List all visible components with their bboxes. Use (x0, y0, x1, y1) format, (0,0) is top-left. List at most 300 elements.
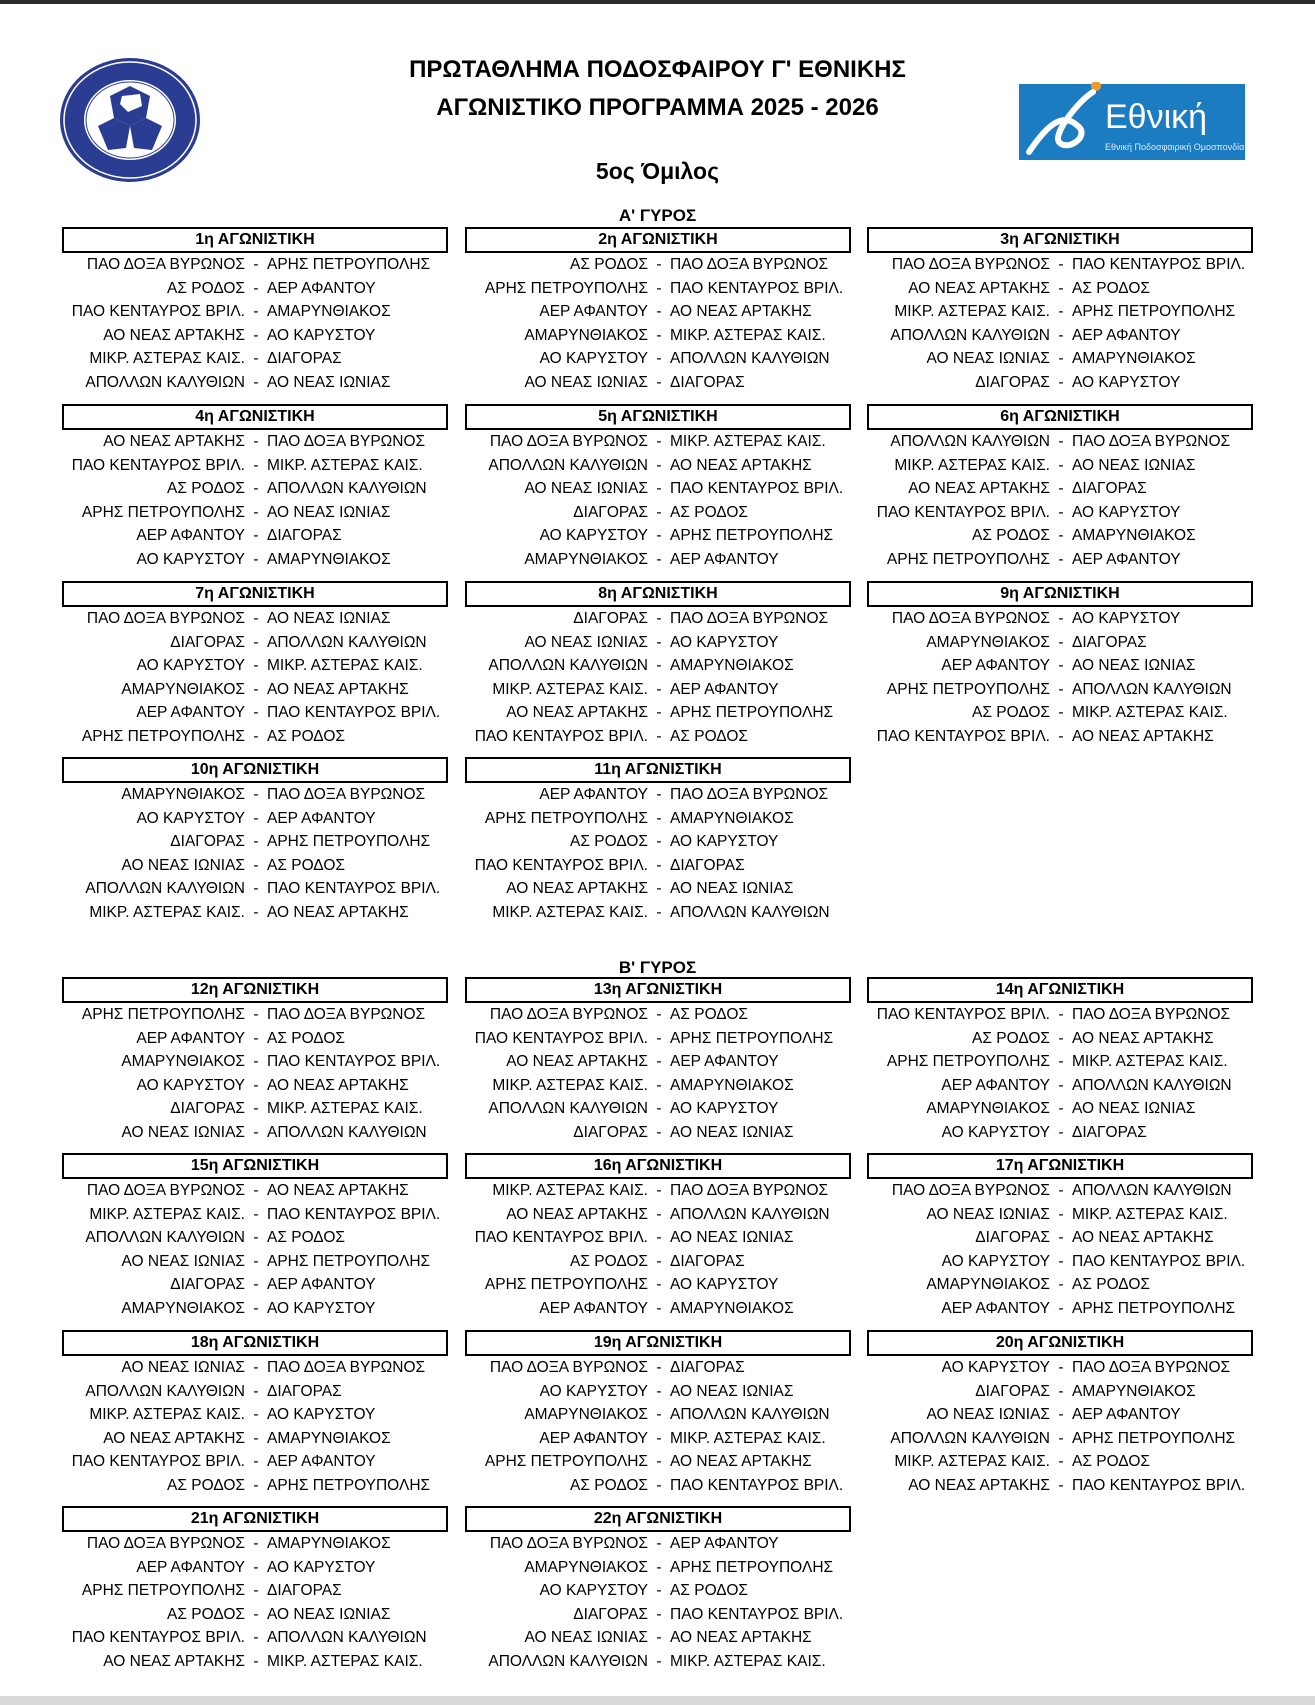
home-team: ΑΠΟΛΛΩΝ ΚΑΛΥΘΙΩΝ (890, 1429, 1050, 1447)
match-separator: - (656, 1406, 662, 1424)
away-team: ΑΡΗΣ ΠΕΤΡΟΥΠΟΛΗΣ (267, 1476, 431, 1494)
away-team: ΑΣ ΡΟΔΟΣ (670, 727, 748, 745)
away-team: ΔΙΑΓΟΡΑΣ (670, 373, 745, 391)
home-team: ΔΙΑΓΟΡΑΣ (170, 833, 245, 851)
match-row (60, 477, 460, 501)
away-team: ΑΕΡ ΑΦΑΝΤΟΥ (267, 279, 376, 297)
match-separator: - (656, 1076, 662, 1094)
home-team: ΜΙΚΡ. ΑΣΤΕΡΑΣ ΚΑΙΣ. (89, 1406, 245, 1424)
home-team: ΑΜΑΡΥΝΘΙΑΚΟΣ (524, 1406, 648, 1424)
match-separator: - (656, 704, 662, 722)
round-label-first: Α' ΓΥΡΟΣ (618, 206, 697, 225)
away-team: ΑΜΑΡΥΝΘΙΑΚΟΣ (267, 1429, 391, 1447)
away-team: ΑΜΑΡΥΝΘΙΑΚΟΣ (267, 1535, 391, 1552)
match-separator: - (656, 903, 662, 921)
away-team: ΔΙΑΓΟΡΑΣ (670, 856, 745, 874)
matchday-title: 9η ΑΓΩΝΙΣΤΙΚΗ (867, 581, 1253, 607)
home-team: ΑΜΑΡΥΝΘΙΑΚΟΣ (524, 550, 648, 568)
matchday-title: 5η ΑΓΩΝΙΣΤΙΚΗ (465, 404, 851, 430)
match-row (463, 1297, 863, 1321)
home-team: ΑΠΟΛΛΩΝ ΚΑΛΥΘΙΩΝ (488, 456, 648, 474)
away-team: ΑΟ ΚΑΡΥΣΤΟΥ (267, 326, 376, 344)
home-team: ΠΑΟ ΔΟΞΑ ΒΥΡΩΝΟΣ (489, 433, 648, 450)
home-team: ΑΕΡ ΑΦΑΝΤΟΥ (136, 704, 245, 722)
away-team: ΑΣ ΡΟΔΟΣ (267, 1229, 345, 1247)
home-team: ΑΣ ΡΟΔΟΣ (972, 704, 1050, 722)
away-team: ΑΟ ΝΕΑΣ ΑΡΤΑΚΗΣ (1072, 1229, 1214, 1247)
match-separator: - (253, 1299, 259, 1317)
home-team: ΑΡΗΣ ΠΕΤΡΟΥΠΟΛΗΣ (484, 809, 648, 827)
away-team: ΑΡΗΣ ΠΕΤΡΟΥΠΟΛΗΣ (267, 256, 431, 273)
match-separator: - (253, 550, 259, 568)
match-separator: - (253, 1100, 259, 1118)
match-row (463, 1250, 863, 1274)
match-row (60, 1556, 460, 1580)
home-team: ΑΠΟΛΛΩΝ ΚΑΛΥΘΙΩΝ (488, 657, 648, 675)
match-row (60, 1097, 460, 1121)
home-team: ΠΑΟ ΚΕΝΤΑΥΡΟΣ ΒΡΙΛ. (71, 303, 245, 321)
home-team: ΑΡΗΣ ΠΕΤΡΟΥΠΟΛΗΣ (81, 503, 245, 521)
home-team: ΔΙΑΓΟΡΑΣ (573, 503, 648, 521)
home-team: ΑΡΗΣ ΠΕΤΡΟΥΠΟΛΗΣ (81, 1582, 245, 1600)
away-team: ΑΟ ΚΑΡΥΣΤΟΥ (267, 1558, 376, 1576)
match-row (60, 1403, 460, 1427)
match-separator: - (656, 433, 662, 450)
match-separator: - (656, 1652, 662, 1670)
away-team: ΔΙΑΓΟΡΑΣ (267, 1582, 342, 1600)
match-separator: - (656, 1276, 662, 1294)
home-team: ΑΟ ΝΕΑΣ ΑΡΤΑΚΗΣ (908, 480, 1050, 498)
home-team: ΑΜΑΡΥΝΘΙΑΚΟΣ (524, 1558, 648, 1576)
home-team: ΔΙΑΓΟΡΑΣ (170, 633, 245, 651)
match-separator: - (656, 1182, 662, 1199)
away-team: ΑΕΡ ΑΦΑΝΤΟΥ (670, 1053, 779, 1071)
away-team: ΑΣ ΡΟΔΟΣ (1072, 1276, 1150, 1294)
home-team: ΜΙΚΡ. ΑΣΤΕΡΑΣ ΚΑΙΣ. (894, 456, 1050, 474)
home-team: ΑΣ ΡΟΔΟΣ (167, 480, 245, 498)
match-row (60, 607, 460, 631)
home-team: ΑΠΟΛΛΩΝ ΚΑΛΥΘΙΩΝ (85, 1229, 245, 1247)
matchday-title: 14η ΑΓΩΝΙΣΤΙΚΗ (867, 977, 1253, 1003)
home-team: ΑΟ ΝΕΑΣ ΙΩΝΙΑΣ (926, 1205, 1050, 1223)
match-separator: - (253, 786, 259, 803)
match-row (463, 1273, 863, 1297)
home-team: ΜΙΚΡ. ΑΣΤΕΡΑΣ ΚΑΙΣ. (89, 350, 245, 368)
match-row (865, 524, 1265, 548)
away-team: ΑΣ ΡΟΔΟΣ (1072, 279, 1150, 297)
home-team: ΑΠΟΛΛΩΝ ΚΑΛΥΘΙΩΝ (890, 326, 1050, 344)
match-separator: - (656, 856, 662, 874)
match-row (865, 501, 1265, 525)
home-team: ΠΑΟ ΔΟΞΑ ΒΥΡΩΝΟΣ (489, 1535, 648, 1552)
away-team: ΑΡΗΣ ΠΕΤΡΟΥΠΟΛΗΣ (267, 833, 431, 851)
matchday-block (60, 977, 460, 1145)
match-row (60, 1532, 460, 1556)
match-separator: - (253, 1558, 259, 1576)
match-separator: - (1058, 303, 1064, 321)
match-row (60, 1226, 460, 1250)
match-row (463, 277, 863, 301)
match-row (60, 1579, 460, 1603)
away-team: ΑΕΡ ΑΦΑΝΤΟΥ (267, 1276, 376, 1294)
match-row (463, 1380, 863, 1404)
home-team: ΑΟ ΝΕΑΣ ΑΡΤΑΚΗΣ (103, 326, 245, 344)
home-team: ΑΟ ΝΕΑΣ ΙΩΝΙΑΣ (926, 1406, 1050, 1424)
matchday-title: 21η ΑΓΩΝΙΣΤΙΚΗ (62, 1506, 448, 1532)
matchday-block (463, 1330, 863, 1498)
match-row (865, 1273, 1265, 1297)
away-team: ΠΑΟ ΔΟΞΑ ΒΥΡΩΝΟΣ (1072, 1359, 1231, 1376)
away-team: ΑΕΡ ΑΦΑΝΤΟΥ (670, 1535, 779, 1552)
match-row (865, 430, 1265, 454)
match-separator: - (253, 704, 259, 722)
away-team: ΠΑΟ ΔΟΞΑ ΒΥΡΩΝΟΣ (670, 786, 829, 803)
home-team: ΑΟ ΝΕΑΣ ΑΡΤΑΚΗΣ (506, 880, 648, 898)
away-team: ΠΑΟ ΔΟΞΑ ΒΥΡΩΝΟΣ (267, 433, 426, 450)
match-row (865, 1121, 1265, 1145)
match-row (60, 1380, 460, 1404)
match-separator: - (1058, 704, 1064, 722)
away-team: ΠΑΟ ΔΟΞΑ ΒΥΡΩΝΟΣ (1072, 433, 1231, 450)
match-row (60, 371, 460, 395)
away-team: ΑΟ ΝΕΑΣ ΑΡΤΑΚΗΣ (670, 1453, 812, 1471)
match-separator: - (656, 1006, 662, 1023)
matchday-block (60, 404, 460, 572)
match-separator: - (253, 680, 259, 698)
matchday-title: 10η ΑΓΩΝΙΣΤΙΚΗ (62, 757, 448, 783)
match-row (463, 1356, 863, 1380)
match-row (865, 1179, 1265, 1203)
away-team: ΑΕΡ ΑΦΑΝΤΟΥ (267, 809, 376, 827)
home-team: ΑΣ ΡΟΔΟΣ (570, 256, 648, 273)
matchday-block (865, 227, 1265, 395)
away-team: ΑΕΡ ΑΦΑΝΤΟΥ (267, 1453, 376, 1471)
away-team: ΑΕΡ ΑΦΑΝΤΟΥ (670, 680, 779, 698)
match-separator: - (656, 1382, 662, 1400)
home-team: ΑΡΗΣ ΠΕΤΡΟΥΠΟΛΗΣ (484, 279, 648, 297)
home-team: ΑΣ ΡΟΔΟΣ (972, 527, 1050, 545)
match-separator: - (656, 1629, 662, 1647)
match-row (865, 1403, 1265, 1427)
match-row (865, 631, 1265, 655)
match-row (865, 1027, 1265, 1051)
match-separator: - (253, 527, 259, 545)
match-separator: - (656, 1453, 662, 1471)
away-team: ΠΑΟ ΚΕΝΤΑΥΡΟΣ ΒΡΙΛ. (670, 1476, 844, 1494)
match-row (60, 1179, 460, 1203)
away-team: ΑΠΟΛΛΩΝ ΚΑΛΥΘΙΩΝ (670, 1406, 830, 1424)
match-row (865, 1427, 1265, 1451)
match-separator: - (1058, 1053, 1064, 1071)
matchday-block (463, 1153, 863, 1321)
away-team: ΑΜΑΡΥΝΘΙΑΚΟΣ (1072, 527, 1196, 545)
match-separator: - (656, 527, 662, 545)
match-separator: - (1058, 680, 1064, 698)
match-row (865, 1474, 1265, 1498)
home-team: ΜΙΚΡ. ΑΣΤΕΡΑΣ ΚΑΙΣ. (894, 1453, 1050, 1471)
match-separator: - (1058, 279, 1064, 297)
home-team: ΔΙΑΓΟΡΑΣ (573, 1123, 648, 1141)
match-separator: - (656, 880, 662, 898)
home-team: ΑΜΑΡΥΝΘΙΑΚΟΣ (926, 1100, 1050, 1118)
ethniki-logo-text: Εθνική (1105, 98, 1208, 136)
match-separator: - (253, 326, 259, 344)
home-team: ΑΜΑΡΥΝΘΙΑΚΟΣ (121, 1299, 245, 1317)
home-team: ΠΑΟ ΚΕΝΤΑΥΡΟΣ ΒΡΙΛ. (474, 727, 648, 745)
match-row (463, 253, 863, 277)
match-row (463, 1626, 863, 1650)
home-team: ΑΜΑΡΥΝΘΙΑΚΟΣ (524, 326, 648, 344)
match-row (865, 371, 1265, 395)
away-team: ΑΠΟΛΛΩΝ ΚΑΛΥΘΙΩΝ (1072, 680, 1232, 698)
match-separator: - (656, 809, 662, 827)
away-team: ΑΡΗΣ ΠΕΤΡΟΥΠΟΛΗΣ (670, 1558, 834, 1576)
match-separator: - (1058, 480, 1064, 498)
matchday-title: 1η ΑΓΩΝΙΣΤΙΚΗ (62, 227, 448, 253)
away-team: ΠΑΟ ΚΕΝΤΑΥΡΟΣ ΒΡΙΛ. (670, 1605, 844, 1623)
away-team: ΑΠΟΛΛΩΝ ΚΑΛΥΘΙΩΝ (267, 1629, 427, 1647)
away-team: ΑΠΟΛΛΩΝ ΚΑΛΥΘΙΩΝ (1072, 1076, 1232, 1094)
away-team: ΠΑΟ ΚΕΝΤΑΥΡΟΣ ΒΡΙΛ. (267, 1053, 441, 1071)
match-row (865, 1003, 1265, 1027)
away-team: ΑΟ ΚΑΡΥΣΤΟΥ (267, 1406, 376, 1424)
away-team: ΜΙΚΡ. ΑΣΤΕΡΑΣ ΚΑΙΣ. (1072, 1053, 1228, 1071)
home-team: ΑΟ ΚΑΡΥΣΤΟΥ (539, 1382, 648, 1400)
away-team: ΑΟ ΚΑΡΥΣΤΟΥ (670, 1276, 779, 1294)
match-separator: - (1058, 433, 1064, 450)
home-team: ΑΟ ΝΕΑΣ ΑΡΤΑΚΗΣ (103, 433, 245, 450)
away-team: ΔΙΑΓΟΡΑΣ (267, 350, 342, 368)
match-separator: - (656, 303, 662, 321)
match-separator: - (1058, 1100, 1064, 1118)
ethniki-logo-subtext: Εθνική Ποδοσφαιρική Ομοσπονδία (1105, 142, 1245, 152)
home-team: ΑΕΡ ΑΦΑΝΤΟΥ (941, 1299, 1050, 1317)
away-team: ΠΑΟ ΚΕΝΤΑΥΡΟΣ ΒΡΙΛ. (670, 480, 844, 498)
home-team: ΑΟ ΝΕΑΣ ΑΡΤΑΚΗΣ (103, 1429, 245, 1447)
away-team: ΑΟ ΝΕΑΣ ΙΩΝΙΑΣ (267, 503, 391, 521)
match-separator: - (253, 1605, 259, 1623)
away-team: ΠΑΟ ΔΟΞΑ ΒΥΡΩΝΟΣ (670, 256, 829, 273)
match-row (865, 1250, 1265, 1274)
home-team: ΑΟ ΝΕΑΣ ΑΡΤΑΚΗΣ (908, 1476, 1050, 1494)
match-row (60, 1050, 460, 1074)
match-separator: - (656, 833, 662, 851)
match-row (463, 524, 863, 548)
match-separator: - (253, 633, 259, 651)
match-separator: - (1058, 1276, 1064, 1294)
home-team: ΑΟ ΝΕΑΣ ΑΡΤΑΚΗΣ (506, 1053, 648, 1071)
matchday-title: 4η ΑΓΩΝΙΣΤΙΚΗ (62, 404, 448, 430)
home-team: ΑΠΟΛΛΩΝ ΚΑΛΥΘΙΩΝ (85, 373, 245, 391)
away-team: ΑΡΗΣ ΠΕΤΡΟΥΠΟΛΗΣ (267, 1252, 431, 1270)
home-team: ΑΟ ΝΕΑΣ ΙΩΝΙΑΣ (524, 1629, 648, 1647)
home-team: ΠΑΟ ΚΕΝΤΑΥΡΟΣ ΒΡΙΛ. (876, 727, 1050, 745)
matchday-block (60, 227, 460, 395)
match-separator: - (253, 1629, 259, 1647)
match-row (60, 1297, 460, 1321)
away-team: ΑΜΑΡΥΝΘΙΑΚΟΣ (1072, 1382, 1196, 1400)
group-title: 5ος Όμιλος (595, 158, 720, 184)
match-row (865, 324, 1265, 348)
match-separator: - (656, 256, 662, 273)
match-separator: - (656, 1229, 662, 1247)
matchday-block (865, 1153, 1265, 1321)
match-separator: - (253, 727, 259, 745)
match-separator: - (253, 1076, 259, 1094)
match-row (463, 1097, 863, 1121)
away-team: ΠΑΟ ΔΟΞΑ ΒΥΡΩΝΟΣ (267, 786, 426, 803)
page-title-line2: ΑΓΩΝΙΣΤΙΚΟ ΠΡΟΓΡΑΜΜΑ 2025 - 2026 (436, 94, 879, 121)
match-separator: - (656, 1029, 662, 1047)
match-separator: - (1058, 1429, 1064, 1447)
home-team: ΜΙΚΡ. ΑΣΤΕΡΑΣ ΚΑΙΣ. (89, 903, 245, 921)
home-team: ΠΑΟ ΚΕΝΤΑΥΡΟΣ ΒΡΙΛ. (474, 1229, 648, 1247)
home-team: ΠΑΟ ΔΟΞΑ ΒΥΡΩΝΟΣ (86, 1182, 245, 1199)
match-row (463, 1579, 863, 1603)
match-separator: - (253, 1652, 259, 1670)
match-row (865, 277, 1265, 301)
away-team: ΜΙΚΡ. ΑΣΤΕΡΑΣ ΚΑΙΣ. (670, 1429, 826, 1447)
match-separator: - (253, 1476, 259, 1494)
match-separator: - (253, 903, 259, 921)
home-team: ΔΙΑΓΟΡΑΣ (573, 610, 648, 627)
home-team: ΑΣ ΡΟΔΟΣ (167, 279, 245, 297)
away-team: ΜΙΚΡ. ΑΣΤΕΡΑΣ ΚΑΙΣ. (267, 456, 423, 474)
matchday-title: 12η ΑΓΩΝΙΣΤΙΚΗ (62, 977, 448, 1003)
match-separator: - (253, 279, 259, 297)
away-team: ΑΡΗΣ ΠΕΤΡΟΥΠΟΛΗΣ (670, 704, 834, 722)
away-team: ΑΣ ΡΟΔΟΣ (267, 1029, 345, 1047)
home-team: ΑΟ ΝΕΑΣ ΙΩΝΙΑΣ (121, 1123, 245, 1141)
match-row (60, 854, 460, 878)
home-team: ΔΙΑΓΟΡΑΣ (975, 1229, 1050, 1247)
match-row (60, 1250, 460, 1274)
match-row (463, 371, 863, 395)
match-row (865, 1050, 1265, 1074)
away-team: ΑΟ ΝΕΑΣ ΙΩΝΙΑΣ (267, 1605, 391, 1623)
match-row (463, 347, 863, 371)
home-team: ΑΟ ΚΑΡΥΣΤΟΥ (539, 1582, 648, 1600)
away-team: ΑΟ ΝΕΑΣ ΑΡΤΑΚΗΣ (267, 1182, 409, 1199)
match-row (865, 607, 1265, 631)
home-team: ΑΟ ΚΑΡΥΣΤΟΥ (941, 1123, 1050, 1141)
match-row (60, 1027, 460, 1051)
matchday-block (60, 581, 460, 749)
home-team: ΑΜΑΡΥΝΘΙΑΚΟΣ (926, 1276, 1050, 1294)
home-team: ΠΑΟ ΚΕΝΤΑΥΡΟΣ ΒΡΙΛ. (876, 1006, 1050, 1023)
match-row (463, 654, 863, 678)
away-team: ΑΡΗΣ ΠΕΤΡΟΥΠΟΛΗΣ (670, 1029, 834, 1047)
away-team: ΑΟ ΝΕΑΣ ΙΩΝΙΑΣ (670, 1123, 794, 1141)
home-team: ΑΜΑΡΥΝΘΙΑΚΟΣ (926, 633, 1050, 651)
match-row (60, 1203, 460, 1227)
match-separator: - (253, 1406, 259, 1424)
match-separator: - (253, 1429, 259, 1447)
match-row (463, 454, 863, 478)
match-separator: - (656, 1123, 662, 1141)
match-row (865, 300, 1265, 324)
match-separator: - (253, 256, 259, 273)
match-row (60, 1603, 460, 1627)
away-team: ΑΟ ΝΕΑΣ ΙΩΝΙΑΣ (267, 373, 391, 391)
match-separator: - (1058, 610, 1064, 627)
home-team: ΑΟ ΝΕΑΣ ΑΡΤΑΚΗΣ (908, 279, 1050, 297)
away-team: ΑΟ ΚΑΡΥΣΤΟΥ (670, 833, 779, 851)
away-team: ΑΟ ΝΕΑΣ ΙΩΝΙΑΣ (670, 1229, 794, 1247)
away-team: ΠΑΟ ΚΕΝΤΑΥΡΟΣ ΒΡΙΛ. (670, 279, 844, 297)
match-separator: - (1058, 350, 1064, 368)
match-separator: - (1058, 550, 1064, 568)
match-row (865, 701, 1265, 725)
match-separator: - (253, 303, 259, 321)
away-team: ΑΕΡ ΑΦΑΝΤΟΥ (1072, 1406, 1181, 1424)
home-team: ΑΡΗΣ ΠΕΤΡΟΥΠΟΛΗΣ (886, 1053, 1050, 1071)
match-separator: - (1058, 1252, 1064, 1270)
match-row (60, 548, 460, 572)
match-row (60, 1626, 460, 1650)
away-team: ΑΟ ΝΕΑΣ ΑΡΤΑΚΗΣ (267, 680, 409, 698)
home-team: ΠΑΟ ΚΕΝΤΑΥΡΟΣ ΒΡΙΛ. (474, 856, 648, 874)
match-row (60, 1273, 460, 1297)
match-row (463, 1179, 863, 1203)
home-team: ΠΑΟ ΔΟΞΑ ΒΥΡΩΝΟΣ (86, 256, 245, 273)
away-team: ΜΙΚΡ. ΑΣΤΕΡΑΣ ΚΑΙΣ. (267, 1100, 423, 1118)
match-separator: - (253, 1535, 259, 1552)
away-team: ΑΜΑΡΥΝΘΙΑΚΟΣ (670, 657, 794, 675)
match-separator: - (253, 373, 259, 391)
match-separator: - (656, 1299, 662, 1317)
home-team: ΑΟ ΝΕΑΣ ΙΩΝΙΑΣ (524, 633, 648, 651)
away-team: ΠΑΟ ΚΕΝΤΑΥΡΟΣ ΒΡΙΛ. (1072, 1252, 1246, 1270)
away-team: ΑΟ ΚΑΡΥΣΤΟΥ (670, 1100, 779, 1118)
match-row (865, 548, 1265, 572)
match-separator: - (253, 657, 259, 675)
match-separator: - (253, 480, 259, 498)
matchday-title: 16η ΑΓΩΝΙΣΤΙΚΗ (465, 1153, 851, 1179)
away-team: ΑΟ ΝΕΑΣ ΑΡΤΑΚΗΣ (267, 903, 409, 921)
away-team: ΠΑΟ ΔΟΞΑ ΒΥΡΩΝΟΣ (1072, 1006, 1231, 1023)
match-separator: - (656, 503, 662, 521)
matchday-title: 11η ΑΓΩΝΙΣΤΙΚΗ (465, 757, 851, 783)
home-team: ΜΙΚΡ. ΑΣΤΕΡΑΣ ΚΑΙΣ. (492, 680, 648, 698)
match-separator: - (1058, 1406, 1064, 1424)
home-team: ΑΟ ΚΑΡΥΣΤΟΥ (136, 1076, 245, 1094)
match-separator: - (1058, 727, 1064, 745)
away-team: ΑΟ ΝΕΑΣ ΙΩΝΙΑΣ (267, 610, 391, 627)
home-team: ΑΕΡ ΑΦΑΝΤΟΥ (941, 1076, 1050, 1094)
match-separator: - (253, 1276, 259, 1294)
away-team: ΠΑΟ ΔΟΞΑ ΒΥΡΩΝΟΣ (670, 610, 829, 627)
home-team: ΑΡΗΣ ΠΕΤΡΟΥΠΟΛΗΣ (886, 550, 1050, 568)
match-row (463, 1121, 863, 1145)
match-row (865, 678, 1265, 702)
away-team: ΑΡΗΣ ΠΕΤΡΟΥΠΟΛΗΣ (1072, 1299, 1236, 1317)
match-separator: - (1058, 456, 1064, 474)
match-row (463, 1050, 863, 1074)
match-separator: - (656, 1582, 662, 1600)
match-row (60, 1003, 460, 1027)
match-separator: - (253, 610, 259, 627)
match-row (60, 1427, 460, 1451)
match-row (60, 901, 460, 925)
match-row (865, 477, 1265, 501)
match-separator: - (656, 1359, 662, 1376)
away-team: ΑΟ ΝΕΑΣ ΙΩΝΙΑΣ (670, 1382, 794, 1400)
match-row (463, 1427, 863, 1451)
home-team: ΑΣ ΡΟΔΟΣ (167, 1605, 245, 1623)
away-team: ΑΟ ΚΑΡΥΣΤΟΥ (1072, 503, 1181, 521)
match-separator: - (253, 1453, 259, 1471)
